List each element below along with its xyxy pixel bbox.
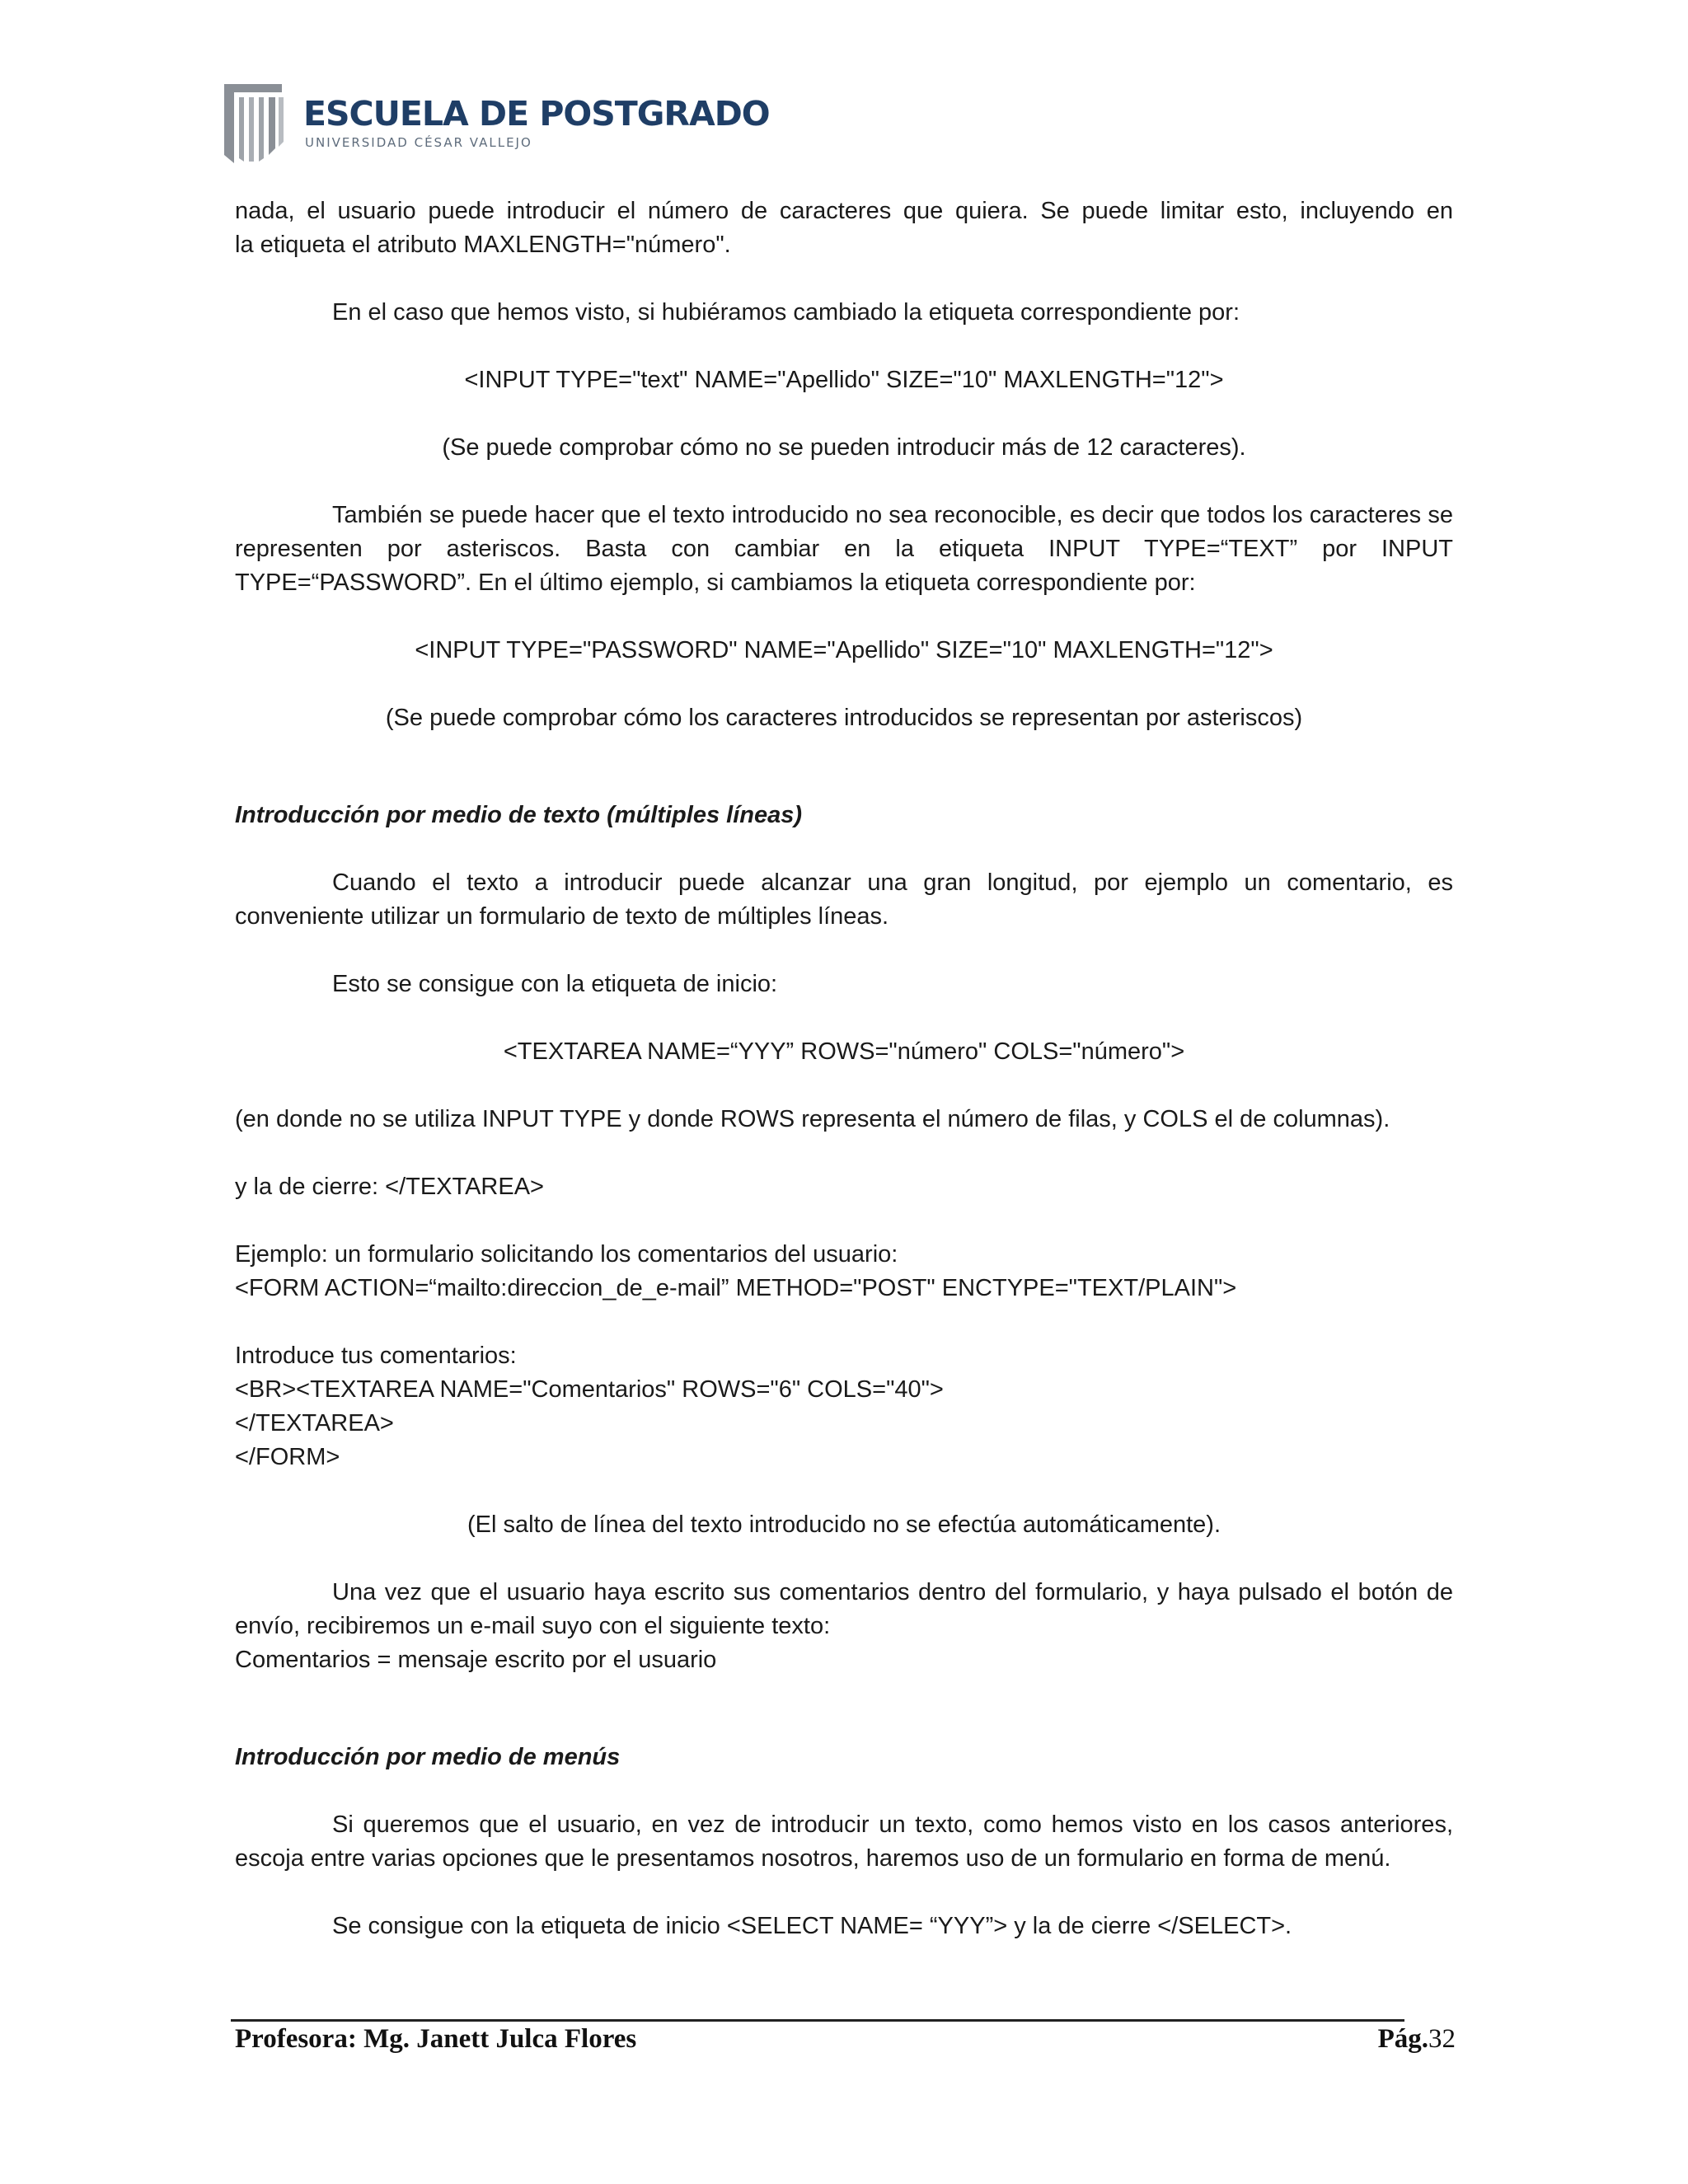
- section-heading: Introducción por medio de texto (múltiples líneas): [235, 802, 803, 828]
- paragraph: Esto se consigue con la etiqueta de inicio:: [332, 971, 778, 997]
- paragraph: También se puede hacer que el texto introducido no sea reconocible, es decir que todos los caracteres se representen por asteriscos. Basta con cambiar en la etiqueta INPUT TYPE=“TEXT” por INPUT TYPE=“PASSWORD”. En el último ejemplo, si cambiamos la etiqueta correspondiente por:: [235, 502, 1453, 596]
- paragraph: Comentarios = mensaje escrito por el usuario: [235, 1647, 717, 1673]
- example-line: Introduce tus comentarios:: [235, 1343, 517, 1369]
- logo-mark-icon: [224, 82, 290, 165]
- code-example: <INPUT TYPE="text" NAME="Apellido" SIZE="10" MAXLENGTH="12">: [464, 367, 1224, 393]
- note: (Se puede comprobar cómo no se pueden introducir más de 12 caracteres).: [442, 434, 1246, 461]
- page-number-value: 32: [1428, 2024, 1456, 2054]
- code-example: <TEXTAREA NAME=“YYY” ROWS="número" COLS="número">: [503, 1038, 1185, 1065]
- code-example: <INPUT TYPE="PASSWORD" NAME="Apellido" SIZE="10" MAXLENGTH="12">: [415, 637, 1273, 663]
- paragraph: la etiqueta el atributo MAXLENGTH="número".: [235, 232, 731, 258]
- example-line: </FORM>: [235, 1444, 340, 1470]
- footer-author: Profesora: Mg. Janett Julca Flores: [235, 2024, 637, 2054]
- paragraph: Se consigue con la etiqueta de inicio <SELECT NAME= “YYY”> y la de cierre </SELECT>.: [332, 1913, 1292, 1939]
- body-text: [235, 194, 1453, 1943]
- section-heading: Introducción por medio de menús: [235, 1744, 621, 1770]
- logo-title: ESCUELA DE POSTGRADO: [303, 94, 770, 134]
- example-line: <BR><TEXTAREA NAME="Comentarios" ROWS="6" COLS="40">: [235, 1376, 944, 1403]
- paragraph: Cuando el texto a introducir puede alcanzar una gran longitud, por ejemplo un comentario, es conveniente utilizar un formulario de texto de múltiples líneas.: [235, 869, 1453, 930]
- logo-subtitle: UNIVERSIDAD CÉSAR VALLEJO: [305, 135, 532, 150]
- paragraph: (en donde no se utiliza INPUT TYPE y donde ROWS representa el número de filas, y COLS el de columnas).: [235, 1106, 1390, 1132]
- example-line: Ejemplo: un formulario solicitando los comentarios del usuario:: [235, 1241, 898, 1268]
- paragraph: y la de cierre: </TEXTAREA>: [235, 1174, 544, 1200]
- note: (El salto de línea del texto introducido no se efectúa automáticamente).: [467, 1511, 1221, 1538]
- example-line: </TEXTAREA>: [235, 1410, 394, 1436]
- paragraph: Si queremos que el usuario, en vez de introducir un texto, como hemos visto en los casos anteriores, escoja entre varias opciones que le presentamos nosotros, haremos uso de un formulario en forma de menú.: [235, 1811, 1453, 1872]
- paragraph: nada, el usuario puede introducir el número de caracteres que quiera. Se puede limitar esto, incluyendo en: [235, 198, 1453, 224]
- note: (Se puede comprobar cómo los caracteres introducidos se representan por asteriscos): [385, 705, 1303, 731]
- footer-divider: [231, 2019, 1404, 2022]
- example-line: <FORM ACTION=“mailto:direccion_de_e-mail” METHOD="POST" ENCTYPE="TEXT/PLAIN">: [235, 1275, 1237, 1301]
- page-number: [1378, 2024, 1456, 2055]
- page-label: Pág.: [1377, 2024, 1428, 2054]
- paragraph: Una vez que el usuario haya escrito sus comentarios dentro del formulario, y haya pulsado el botón de envío, recibiremos un e-mail suyo con el siguiente texto:: [235, 1579, 1453, 1639]
- paragraph: En el caso que hemos visto, si hubiéramos cambiado la etiqueta correspondiente por:: [332, 299, 1240, 326]
- university-logo: [224, 82, 770, 165]
